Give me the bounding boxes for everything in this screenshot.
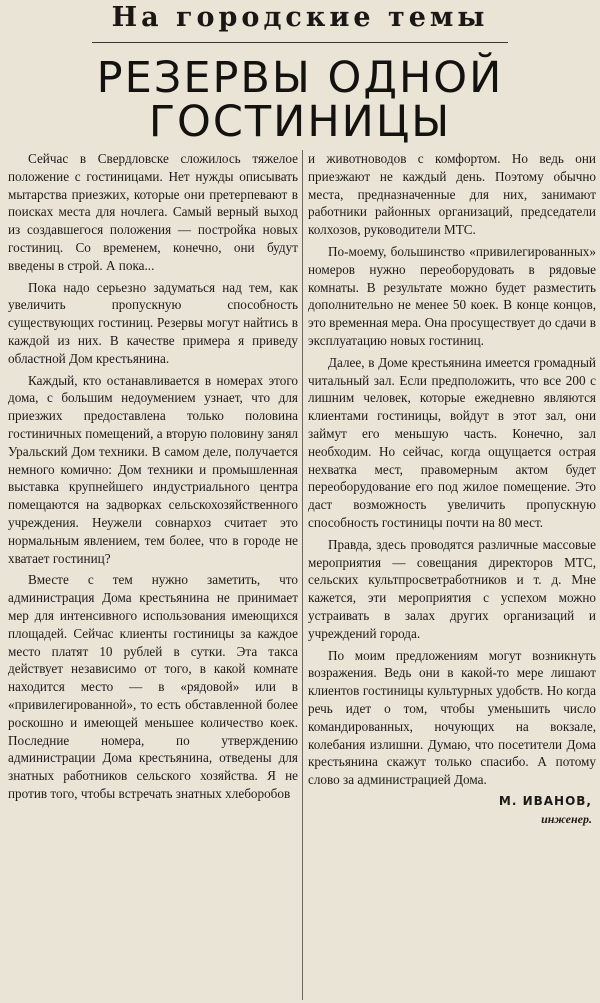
paragraph: Каждый, кто останавливается в номерах этого дома, с большим недоумением узнает, что для приезжих предоставлена только половина гостиничных помещений, а вторую половину занял Уральский Дом техники. В самом деле, получается немного комично: Дом техники и промышленная выставка крупнейшего индустриального центра помещаются на задворках сельскохозяйственного учреждения. Неужели совнархоз считает это нормальным явлением, тем более, что в городе не хватает гостиниц? (8, 372, 298, 566)
rubric-divider (92, 42, 508, 43)
rubric-title: На городские темы (111, 2, 489, 33)
paragraph: Вместе с тем нужно заметить, что администрация Дома крестьянина не принимает мер для интенсивного использования имеющихся площадей. Сейчас клиенты гостиницы за каждое место платят 10 рублей в сутки. Эта такса действует независимо от того, в какой комнате находится место — в «рядовой» или в «привилегированной», то есть обставленной более роскошно и имеющей меньшее количество коек. Последние номера, по утверждению администрации Дома крестьянина, отведены для знатных работников сельского хозяйства. Я не против того, чтобы встречать знатных хлеборобов (8, 572, 298, 801)
paragraph: Правда, здесь проводятся различные массовые мероприятия — совещания директоров МТС, сельских культпросветработников и т. д. Мне кажется, эти мероприятия с успехом можно устраивать в залах других организаций и учреждений города. (308, 536, 596, 641)
column-divider (302, 150, 303, 1000)
paragraph: Сейчас в Свердловске сложилось тяжелое положение с гостиницами. Нет нужды описывать мытарства приезжих, которые они претерпевают в поисках места для ночлега. Самый верный выход из создавшегося положения — постройка новых гостиниц. Со временем, конечно, они будут введены в строй. А пока... (8, 151, 298, 273)
article-headline (0, 53, 600, 147)
author-position: инженер. (541, 811, 592, 826)
paragraph: По-моему, большинство «привилегированных» номеров нужно переоборудовать в рядовые комнаты. В результате можно будет разместить дополнительно не менее 50 коек. В конце концов, это временная мера. Она просуществует до сдачи в эксплуатацию новых гостиниц. (308, 243, 596, 348)
headline-line-2: ГОСТИНИЦЫ (148, 97, 452, 147)
paragraph: и животноводов с комфортом. Но ведь они приезжают не каждый день. Поэтому обычно места, предназначенные для них, занимают работники районных организаций, председатели колхозов, руководители МТС. (308, 151, 596, 238)
headline-line-1: РЕЗЕРВЫ ОДНОЙ (96, 53, 504, 103)
article-column-left (8, 150, 298, 1000)
paragraph: Пока надо серьезно задуматься над тем, как увеличить пропускную способность существующих гостиниц. Резервы могут найтись в каждой из них. В качестве примера я приведу областной Дом крестьянина. (8, 279, 298, 366)
paragraph: По моим предложениям могут возникнуть возражения. Ведь они в какой-то мере лишают клиентов гостиницы культурных удобств. Но когда речь идет о том, чтобы уменьшить число командированных, ночующих на вокзале, колебания излишни. Думаю, что посетители Дома крестьянина скажут только спасибо. А потому слово за администрацией Дома. (308, 647, 596, 788)
article-column-right (308, 150, 596, 995)
author-signature: М. ИВАНОВ, (498, 793, 592, 808)
paragraph: Далее, в Доме крестьянина имеется громадный читальный зал. Если предположить, что все 200 с лишним человек, которые ежедневно являются клиентами гостиницы, войдут в этот зал, они займут его меньшую часть. Конечно, зал необходим. Но сейчас, когда ощущается острая нехватка мест, правомерным актом будет переоборудование его под жилое помещение. Это даст возможность увеличить пропускную способность гостиницы почти на 80 мест. (308, 354, 596, 530)
